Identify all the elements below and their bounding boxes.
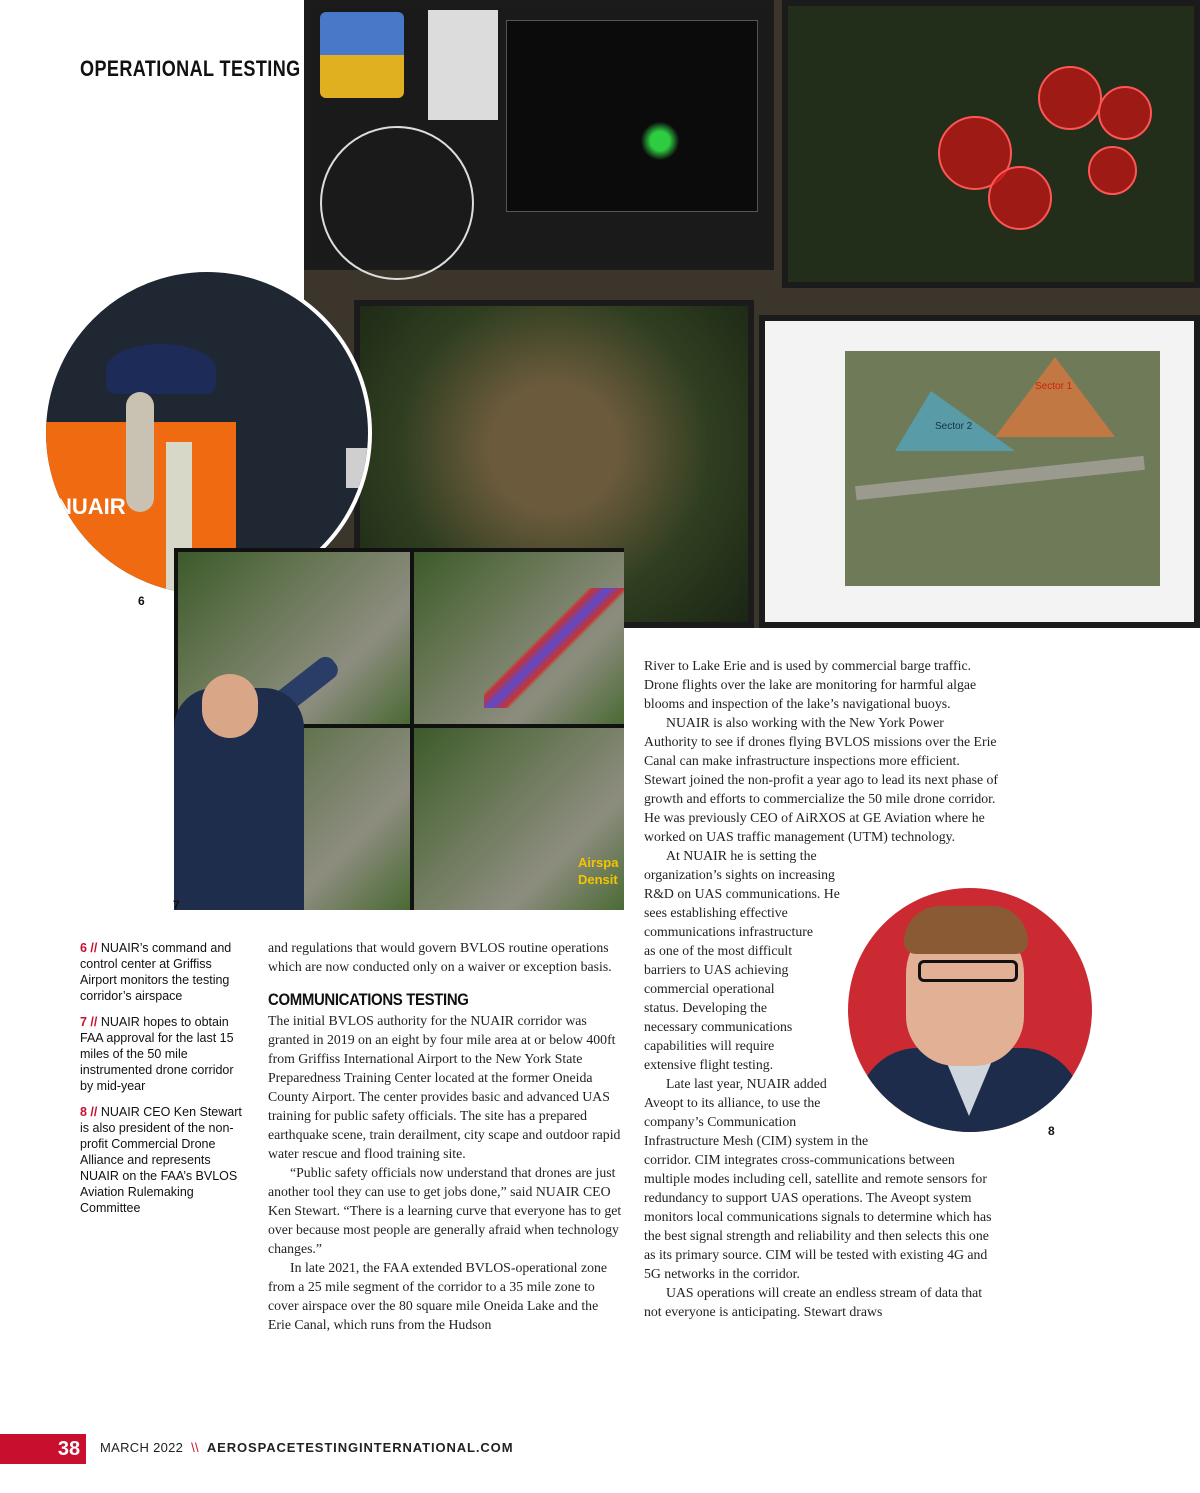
nuair-vest-logo: NUAIR [56, 494, 126, 519]
section-label: OPERATIONAL TESTING [80, 56, 301, 81]
radar-display [506, 20, 758, 212]
footer [100, 1440, 513, 1455]
attitude-indicator [320, 12, 404, 98]
paragraph-wrap: Late last year, NUAIR added Aveopt to its alliance, to use the company’s Communication Infrastructure Mesh (CIM) system in the [644, 1076, 869, 1148]
issue-date: MARCH 2022 [100, 1440, 184, 1455]
paragraph: NUAIR is also working with the New York Power Authority to see if drones flying BVLOS missions over the Erie Canal can make infrastructure inspections more efficient. Stewart joined the non-profit a year ago to lead its next phase of growth and efforts to commercialize the 50 mile drone corridor. He was previously CEO of AiRXOS at GE Aviation where he worked on UAS traffic management (UTM) technology. [644, 715, 999, 844]
sector-1-label: Sector 1 [1035, 381, 1073, 392]
caption-6: 6 // NUAIR’s command and control center at Griffiss Airport monitors the testing corridor’s airspace [80, 941, 232, 1003]
control-room-photo [304, 0, 1200, 628]
flight-instruments-monitor [304, 0, 774, 270]
footer-separator: \\ [191, 1440, 199, 1455]
paragraph: The initial BVLOS authority for the NUAIR corridor was granted in 2019 on an eight by four mile area at or below 400ft from Griffiss International Airport to the New York State Preparedness Training Center located at the former Oneida County Airport. The center provides basic and advanced UAS training for public safety officials. The site has a prepared earthquake scene, train derailment, city scape and outdoor rapid water rescue and flood training site. [268, 1013, 621, 1161]
compass-dial [320, 126, 474, 280]
caption-7: 7 // NUAIR hopes to obtain FAA approval for the last 15 miles of the 50 mile instrumented drone corridor by mid-year [80, 1015, 234, 1093]
corridor-wall-photo [174, 548, 624, 910]
data-panel [428, 10, 498, 120]
paragraph: “Public safety officials now understand that drones are just another tool they can use to get jobs done,” said NUAIR CEO Ken Stewart. “There is a learning curve that everyone has to get over because most people are generally afraid when technology changes.” [268, 1165, 622, 1256]
paragraph: River to Lake Erie and is used by commercial barge traffic. Drone flights over the lake are monitoring for harmful algae blooms and inspection of the lake’s navigational buoys. [644, 658, 977, 711]
photo-number-7: 7 [173, 898, 180, 912]
website-link[interactable]: AEROSPACETESTINGINTERNATIONAL.COM [206, 1440, 514, 1455]
drone-corridor-path [484, 588, 624, 708]
page-number: 38 [57, 1438, 81, 1460]
paragraph: UAS operations will create an endless stream of data that not everyone is anticipating. Stewart draws [644, 1285, 983, 1319]
paragraph-wrap: At NUAIR he is setting the organization’s sights on increasing R&D on UAS communications. He sees establishing effective communications infrastructure as one of the most difficult barriers to UAS achieving commercial operational status. Developing the necessary communications capabilities will require extensive flight testing. [644, 848, 840, 1072]
paragraph: and regulations that would govern BVLOS routine operations which are now conducted only on a waiver or exception basis. [268, 940, 612, 974]
photo-number-8: 8 [1048, 1124, 1055, 1138]
photo-number-6: 6 [138, 594, 145, 608]
sector-2-label: Sector 2 [935, 421, 973, 432]
paragraph: In late 2021, the FAA extended BVLOS-operational zone from a 25 mile segment of the corridor to a 35 mile zone to cover airspace over the 80 square mile Oneida Lake and the Erie Canal, which runs from the Hudson [268, 1260, 607, 1332]
photo-captions [80, 940, 250, 1226]
phone-icon [346, 448, 368, 488]
paragraph: corridor. CIM integrates cross-communications between multiple modes including cell, satellite and remote sensors for redundancy to support UAS operations. The Aveopt system monitors local communications signals to determine which has the best signal strength and reliability and then selects this one as its primary source. CIM will be tested with existing 4G and 5G networks in the corridor. [644, 1152, 992, 1281]
article-column-1 [268, 938, 622, 1334]
utm-client-monitor [759, 315, 1200, 628]
ceo-portrait [848, 888, 1092, 1132]
threat-map-monitor [782, 0, 1200, 288]
airspace-density-label: Airspa Densit [578, 855, 619, 887]
section-subhead: COMMUNICATIONS TESTING [268, 990, 469, 1009]
caption-8: 8 // NUAIR CEO Ken Stewart is also president of the non-profit Commercial Drone Alliance and represents NUAIR on the FAA’s BVLOS Aviation Rulemaking Committee [80, 1105, 242, 1215]
glasses-icon [918, 960, 1018, 982]
airport-map [845, 351, 1160, 586]
